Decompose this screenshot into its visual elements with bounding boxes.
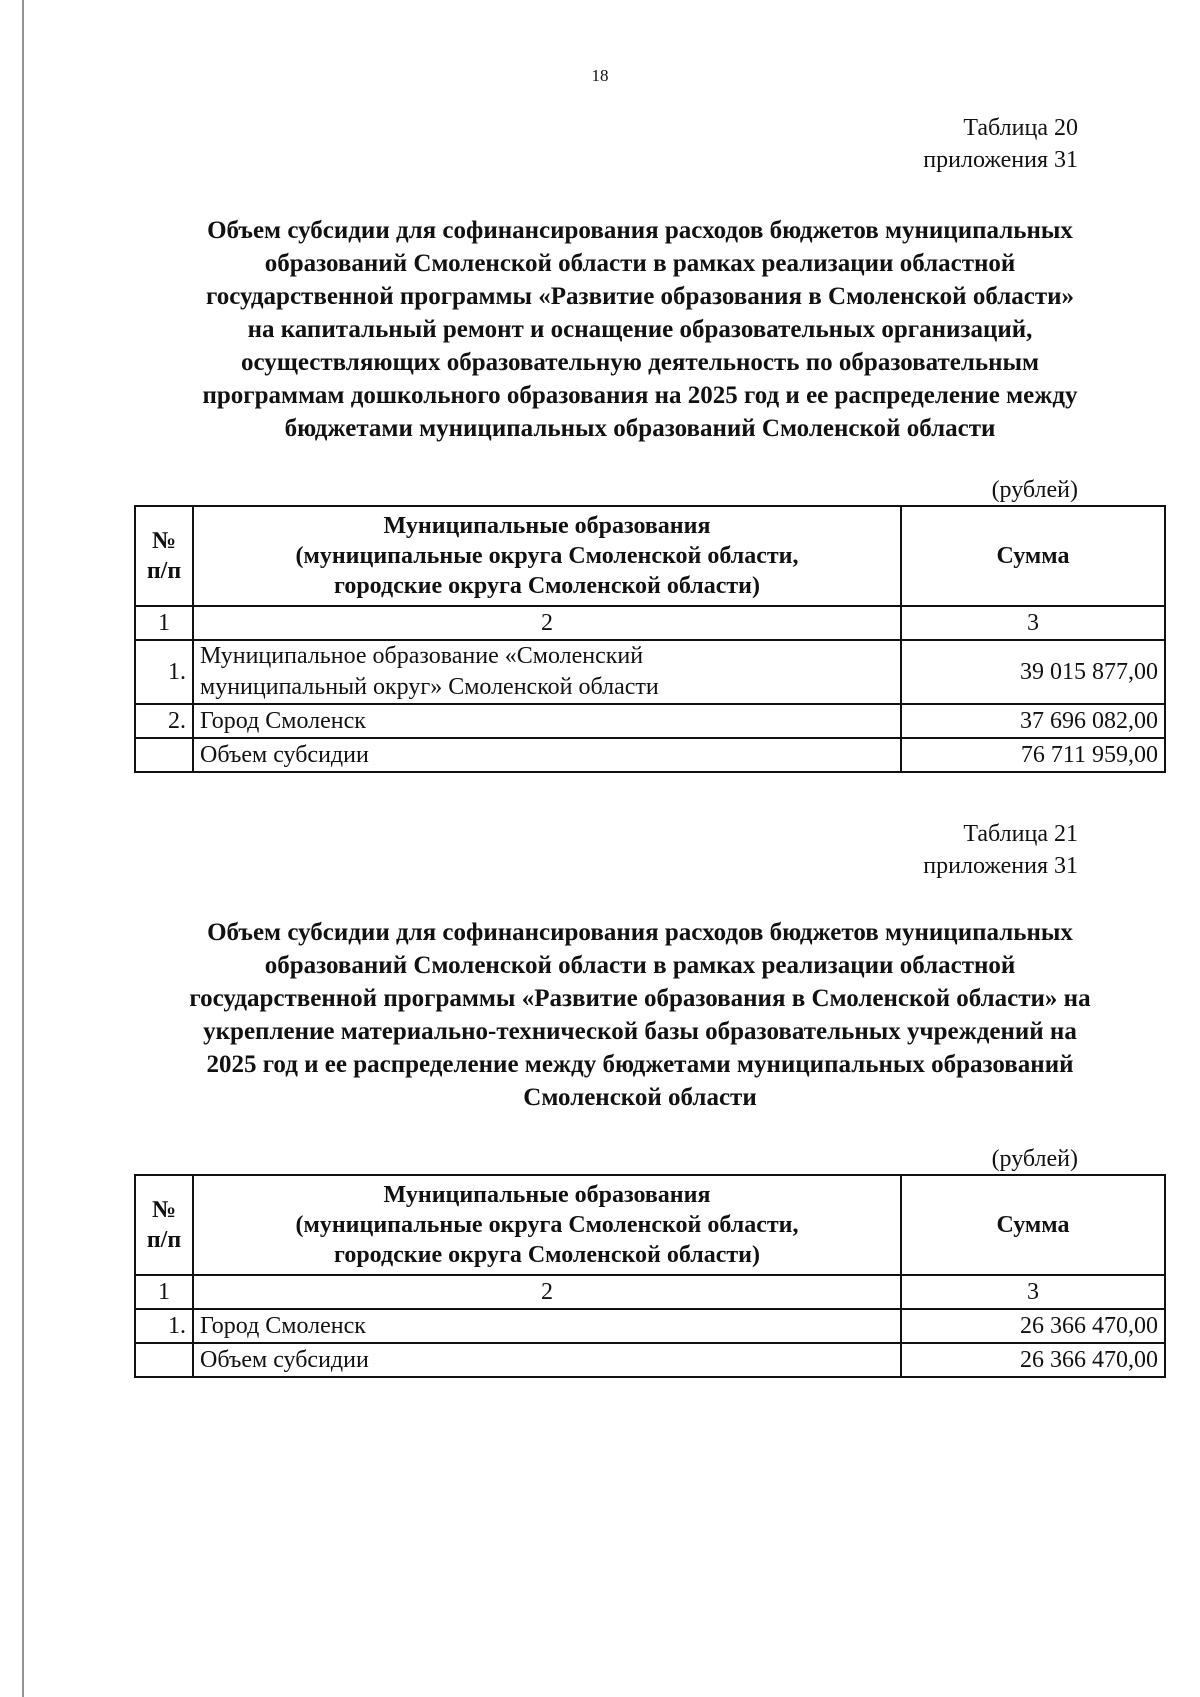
name-line: Муниципальное образование «Смоленский bbox=[200, 643, 644, 669]
row-municipality bbox=[193, 640, 901, 704]
table-20 bbox=[134, 505, 1166, 773]
header-line: Муниципальные образования bbox=[383, 1182, 711, 1208]
title-line: осуществляющих образовательную деятельность по образовательным bbox=[240, 349, 1040, 376]
row-sum: 26 366 470,00 bbox=[901, 1309, 1165, 1343]
table-total-row bbox=[135, 1343, 1165, 1377]
title-line: укрепление материально-технической базы образовательных учреждений на bbox=[203, 1018, 1077, 1045]
total-label: Объем субсидии bbox=[193, 1343, 901, 1377]
row-index: 1. bbox=[135, 640, 193, 704]
table-20-title bbox=[130, 214, 1150, 445]
title-line: государственной программы «Развитие образования в Смоленской области» bbox=[205, 283, 1075, 310]
header-line: (муниципальные округа Смоленской области, bbox=[295, 543, 799, 569]
table-21-reference bbox=[923, 818, 1078, 882]
title-line: Смоленской области bbox=[523, 1084, 757, 1111]
header-number-cell: № п/п bbox=[135, 506, 193, 606]
row-index: 1. bbox=[135, 1309, 193, 1343]
table-20-units: (рублей) bbox=[991, 477, 1078, 503]
table-row bbox=[135, 1309, 1165, 1343]
title-line: Объем субсидии для софинансирования расходов бюджетов муниципальных bbox=[207, 919, 1073, 946]
table-21 bbox=[134, 1174, 1166, 1378]
table-21-ref-line1: Таблица 21 bbox=[963, 821, 1078, 847]
header-sum-cell: Сумма bbox=[901, 506, 1165, 606]
name-line: Город Смоленск bbox=[200, 1312, 366, 1339]
header-line: Муниципальные образования bbox=[383, 513, 711, 539]
title-line: программам дошкольного образования на 2025 год и ее распределение между bbox=[202, 382, 1078, 409]
column-number: 1 bbox=[135, 1275, 193, 1309]
header-line: городские округа Смоленской области) bbox=[334, 1242, 760, 1268]
title-line: на капитальный ремонт и оснащение образовательных организаций, bbox=[247, 316, 1033, 343]
column-number: 1 bbox=[135, 606, 193, 640]
table-21-units: (рублей) bbox=[991, 1146, 1078, 1172]
table-20-reference bbox=[923, 112, 1078, 176]
title-line: образований Смоленской области в рамках реализации областной bbox=[264, 250, 1016, 277]
table-20-ref-line2: приложения 31 bbox=[923, 147, 1078, 173]
table-row bbox=[135, 704, 1165, 738]
table-total-row bbox=[135, 738, 1165, 772]
name-line: муниципальный округ» Смоленской области bbox=[200, 674, 659, 700]
table-21-title bbox=[130, 916, 1150, 1114]
title-line: Объем субсидии для софинансирования расходов бюджетов муниципальных bbox=[207, 217, 1073, 244]
header-line: городские округа Смоленской области) bbox=[334, 573, 760, 599]
title-line: государственной программы «Развитие образования в Смоленской области» на bbox=[189, 985, 1091, 1012]
row-sum: 39 015 877,00 bbox=[901, 640, 1165, 704]
table-21-ref-line2: приложения 31 bbox=[923, 853, 1078, 879]
title-line: бюджетами муниципальных образований Смоленской области bbox=[284, 415, 996, 442]
row-municipality bbox=[193, 1309, 901, 1343]
name-line: Город Смоленск bbox=[200, 707, 366, 734]
header-line: (муниципальные округа Смоленской области, bbox=[295, 1212, 799, 1238]
scan-edge-line bbox=[22, 0, 24, 1697]
header-number-cell: № п/п bbox=[135, 1175, 193, 1275]
total-label: Объем субсидии bbox=[193, 738, 901, 772]
header-municipality-cell bbox=[193, 1175, 901, 1275]
table-header-row bbox=[135, 1175, 1165, 1275]
column-number: 2 bbox=[193, 1275, 901, 1309]
column-number: 2 bbox=[193, 606, 901, 640]
column-number: 3 bbox=[901, 1275, 1165, 1309]
page-number: 18 bbox=[591, 66, 609, 85]
total-sum: 76 711 959,00 bbox=[901, 738, 1165, 772]
row-index: 2. bbox=[135, 704, 193, 738]
row-sum: 37 696 082,00 bbox=[901, 704, 1165, 738]
table-header-row bbox=[135, 506, 1165, 606]
header-sum-cell: Сумма bbox=[901, 1175, 1165, 1275]
table-20-ref-line1: Таблица 20 bbox=[963, 115, 1078, 141]
column-number: 3 bbox=[901, 606, 1165, 640]
row-municipality bbox=[193, 704, 901, 738]
total-index-empty bbox=[135, 1343, 193, 1377]
total-sum: 26 366 470,00 bbox=[901, 1343, 1165, 1377]
column-numbers-row bbox=[135, 1275, 1165, 1309]
column-numbers-row bbox=[135, 606, 1165, 640]
title-line: 2025 год и ее распределение между бюджетами муниципальных образований bbox=[206, 1051, 1074, 1078]
total-index-empty bbox=[135, 738, 193, 772]
header-municipality-cell bbox=[193, 506, 901, 606]
table-row bbox=[135, 640, 1165, 704]
title-line: образований Смоленской области в рамках реализации областной bbox=[264, 952, 1016, 979]
